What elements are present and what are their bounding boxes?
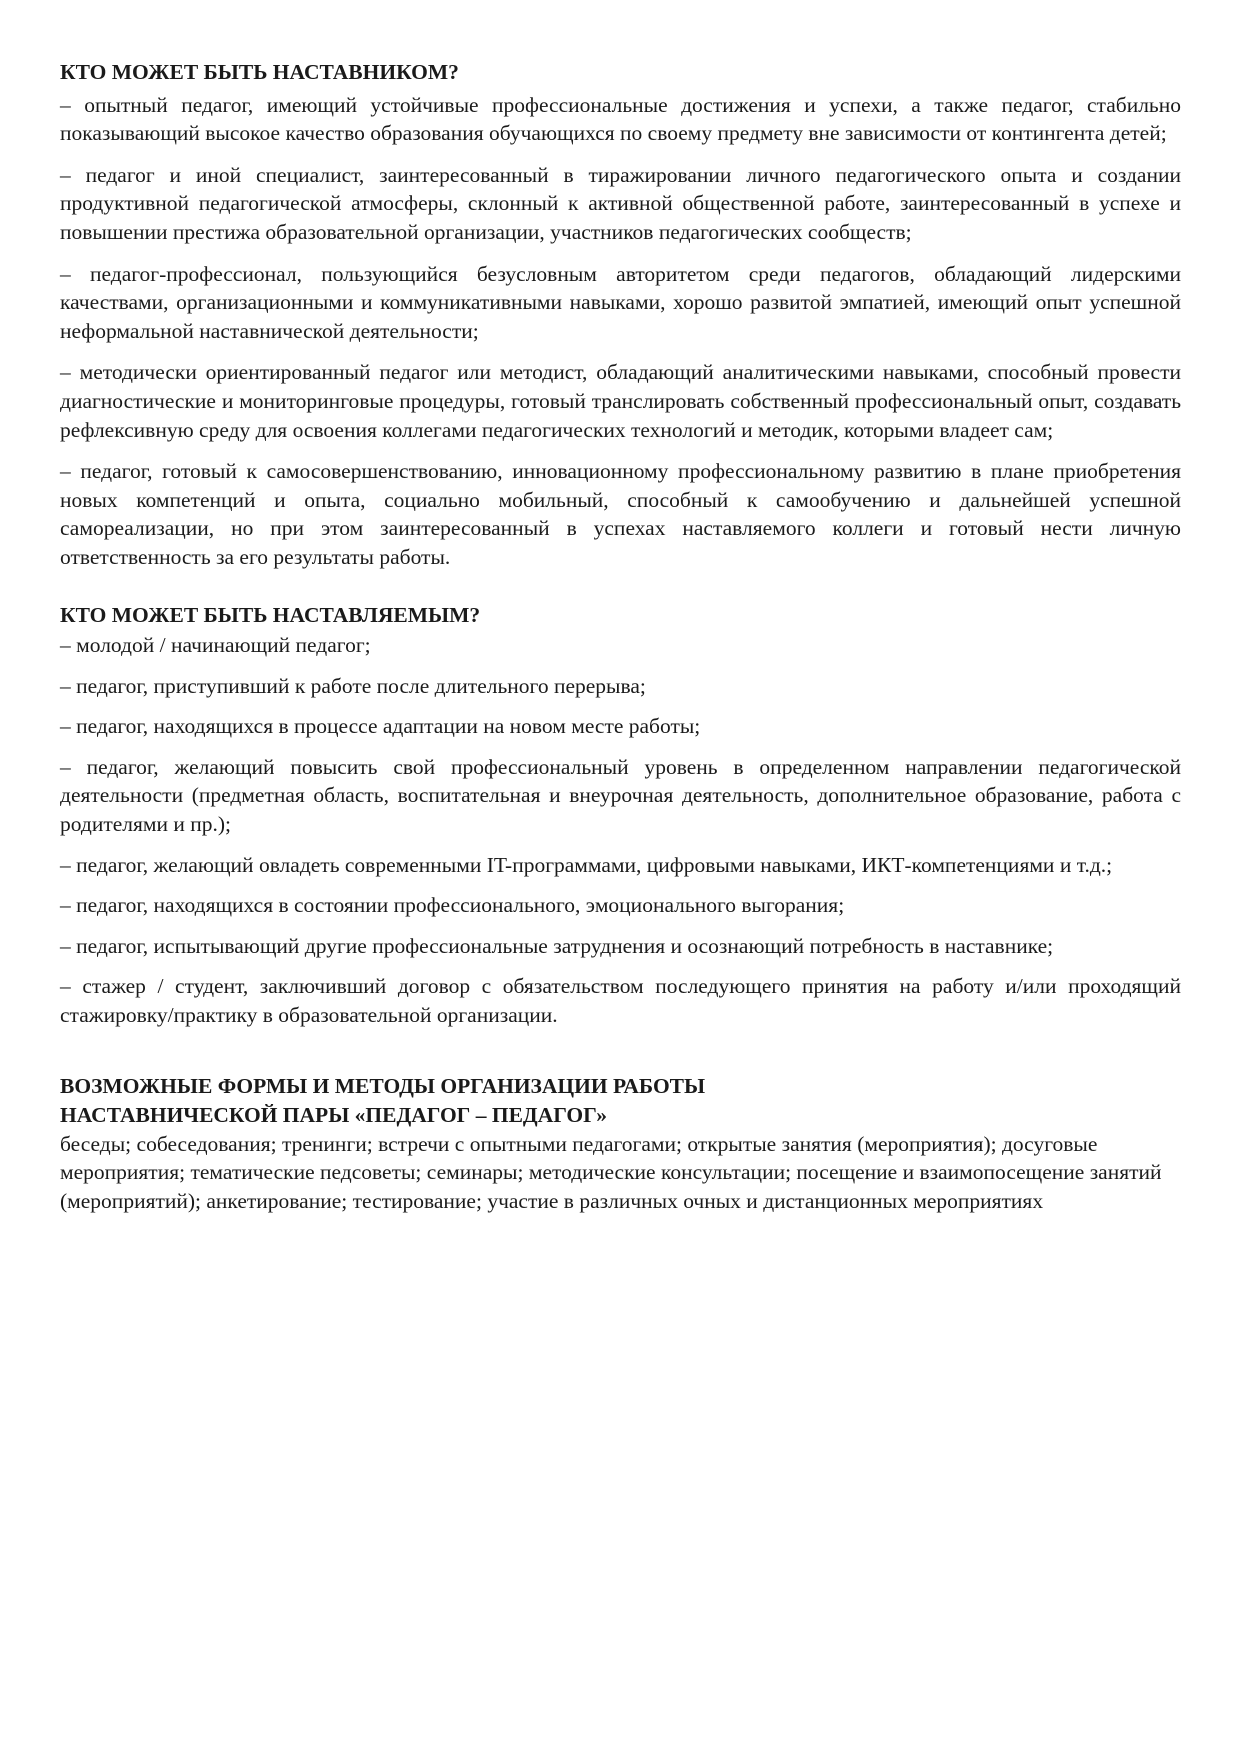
forms-section: [60, 1072, 1181, 1216]
mentor-heading: КТО МОЖЕТ БЫТЬ НАСТАВНИКОМ?: [60, 60, 459, 84]
mentee-item: – педагог, желающий повысить свой профессиональный уровень в определенном направлении педагогической деятельности (предметная область, воспитательная и внеурочная деятельность, дополнительное образование, работа с родителями и пр.);: [60, 754, 1181, 837]
forms-text: беседы; собеседования; тренинги; встречи с опытными педагогами; открытые занятия (мероприятия); досуговые мероприятия; тематические педсоветы; семинары; методические консультации; посещение и взаимопосещение занятий (мероприятий); анкетирование; тестирование; участие в различных очных и дистанционных мероприятиях: [60, 1131, 1162, 1213]
mentee-item: – педагог, желающий овладеть современными IT-программами, цифровыми навыками, ИКТ-компетенциями и т.д.;: [60, 852, 1113, 877]
forms-heading-line2: НАСТАВНИЧЕСКОЙ ПАРЫ «ПЕДАГОГ – ПЕДАГОГ»: [60, 1102, 608, 1127]
mentee-item: – педагог, находящихся в состоянии профессионального, эмоционального выгорания;: [60, 893, 845, 918]
document-page: [60, 58, 1181, 1215]
mentee-item: – педагог, испытывающий другие профессиональные затруднения и осознающий потребность в наставнике;: [60, 933, 1054, 958]
mentee-heading: КТО МОЖЕТ БЫТЬ НАСТАВЛЯЕМЫМ?: [60, 602, 481, 627]
forms-heading-line1: ВОЗМОЖНЫЕ ФОРМЫ И МЕТОДЫ ОРГАНИЗАЦИИ РАБОТЫ: [60, 1073, 706, 1098]
mentor-item: – педагог, готовый к самосовершенствованию, инновационному профессиональному развитию в плане приобретения новых компетенций и опыта, социально мобильный, способный к самообучению и дальнейшей успешной самореализации, но при этом заинтересованный в успехах наставляемого коллеги и готовый нести личную ответственность за его результаты работы.: [60, 459, 1181, 569]
mentee-item: – педагог, находящихся в процессе адаптации на новом месте работы;: [60, 714, 701, 739]
mentor-section: [60, 58, 1181, 572]
mentee-item: – молодой / начинающий педагог;: [60, 633, 371, 658]
mentor-item: – методически ориентированный педагог или методист, обладающий аналитическими навыками, способный провести диагностические и мониторинговые процедуры, готовый транслировать собственный профессиональный опыт, создавать рефлексивную среду для освоения коллегами педагогических технологий и методик, которыми владеет сам;: [60, 360, 1181, 442]
mentor-item: – педагог и иной специалист, заинтересованный в тиражировании личного педагогического опыта и создании продуктивной педагогической атмосферы, склонный к активной общественной работе, заинтересованный в успехе и повышении престижа образовательной организации, участников педагогических сообществ;: [60, 162, 1181, 244]
mentor-item: – педагог-профессионал, пользующийся безусловным авторитетом среди педагогов, обладающий лидерскими качествами, организационными и коммуникативными навыками, хорошо развитой эмпатией, имеющий опыт успешной неформальной наставнической деятельности;: [60, 261, 1181, 343]
mentee-item: – стажер / студент, заключивший договор с обязательством последующего принятия на работу и/или проходящий стажировку/практику в образовательной организации.: [60, 974, 1181, 1028]
mentee-section: [60, 601, 1181, 1030]
mentor-item: – опытный педагог, имеющий устойчивые профессиональные достижения и успехи, а также педагог, стабильно показывающий высокое качество образования обучающихся по своему предмету вне зависимости от контингента детей;: [60, 92, 1181, 146]
mentee-item: – педагог, приступивший к работе после длительного перерыва;: [60, 673, 646, 698]
